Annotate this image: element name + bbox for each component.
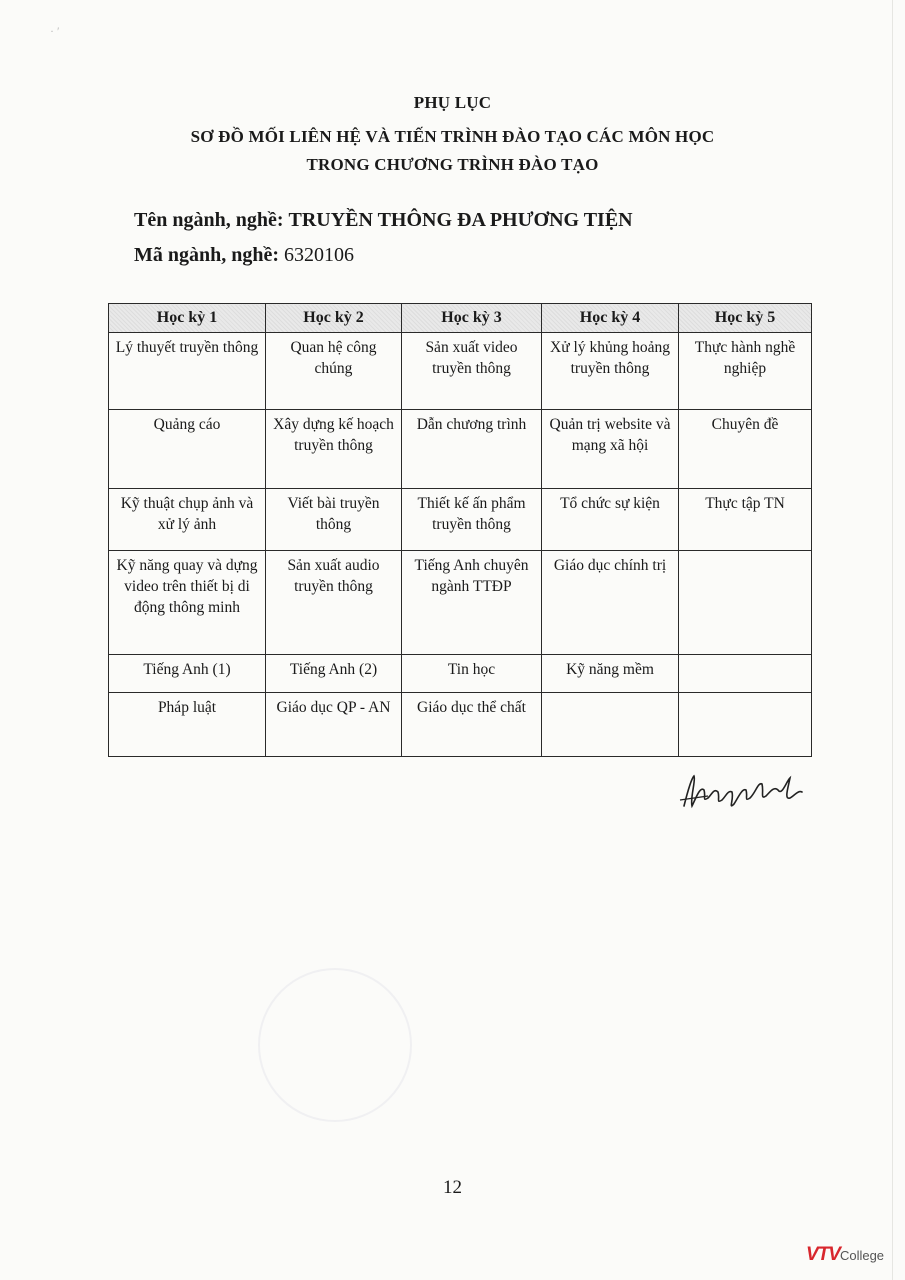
major-name-line [134,207,633,233]
course-cell: Xử lý khủng hoảng truyền thông [542,333,679,410]
appendix-title: PHỤ LỤC [413,93,492,112]
course-cell: Pháp luật [109,693,266,757]
semester-header: Học kỳ 4 [542,304,679,333]
semester-header: Học kỳ 2 [266,304,402,333]
course-cell: Tiếng Anh chuyên ngành TTĐP [402,551,542,655]
table-row [109,489,812,551]
table-row [109,551,812,655]
faint-stamp [258,968,412,1122]
signature-icon [678,770,808,819]
table-row [109,693,812,757]
course-cell [679,655,812,693]
major-label: Tên ngành, nghề: [134,209,284,231]
table-row [109,655,812,693]
course-cell: Xây dựng kế hoạch truyền thông [266,410,402,489]
semester-header: Học kỳ 5 [679,304,812,333]
course-cell: Quảng cáo [109,410,266,489]
course-cell: Sản xuất audio truyền thông [266,551,402,655]
logo-brand: VTV [806,1244,840,1265]
course-cell: Giáo dục QP - AN [266,693,402,757]
semester-header: Học kỳ 1 [109,304,266,333]
major-value: TRUYỀN THÔNG ĐA PHƯƠNG TIỆN [288,209,633,231]
course-cell: Quan hệ công chúng [266,333,402,410]
course-cell: Tin học [402,655,542,693]
course-cell [542,693,679,757]
course-cell: Tiếng Anh (1) [109,655,266,693]
table-row [109,410,812,489]
course-cell: Lý thuyết truyền thông [109,333,266,410]
table-row [109,333,812,410]
page-edge [892,0,893,1280]
course-cell [679,693,812,757]
course-cell: Kỹ năng quay và dựng video trên thiết bị di động thông minh [109,551,266,655]
course-cell [679,551,812,655]
course-cell: Giáo dục chính trị [542,551,679,655]
course-cell: Thực hành nghề nghiệp [679,333,812,410]
course-cell: Thiết kế ấn phẩm truyền thông [402,489,542,551]
table-header-row [109,304,812,333]
page-number: 12 [443,1177,462,1198]
major-code-value: 6320106 [284,244,355,266]
diagram-title: SƠ ĐỒ MỐI LIÊN HỆ VÀ TIẾN TRÌNH ĐÀO TẠO CÁC MÔN HỌC [190,127,715,146]
logo-suffix: College [839,1248,885,1263]
scan-mark: · ′ [50,24,60,38]
course-cell: Tiếng Anh (2) [266,655,402,693]
course-cell: Viết bài truyền thông [266,489,402,551]
major-code-line [134,242,354,268]
diagram-subtitle: TRONG CHƯƠNG TRÌNH ĐÀO TẠO [306,155,599,174]
course-cell: Kỹ năng mềm [542,655,679,693]
semester-header: Học kỳ 3 [402,304,542,333]
course-cell: Giáo dục thể chất [402,693,542,757]
curriculum-table [108,303,812,757]
course-cell: Sản xuất video truyền thông [402,333,542,410]
course-cell: Chuyên đề [679,410,812,489]
major-code-label: Mã ngành, nghề: [134,244,280,266]
course-cell: Thực tập TN [679,489,812,551]
course-cell: Quản trị website và mạng xã hội [542,410,679,489]
course-cell: Tổ chức sự kiện [542,489,679,551]
course-cell: Kỹ thuật chụp ảnh và xử lý ảnh [109,489,266,551]
vtv-college-logo [806,1244,884,1266]
course-cell: Dẫn chương trình [402,410,542,489]
